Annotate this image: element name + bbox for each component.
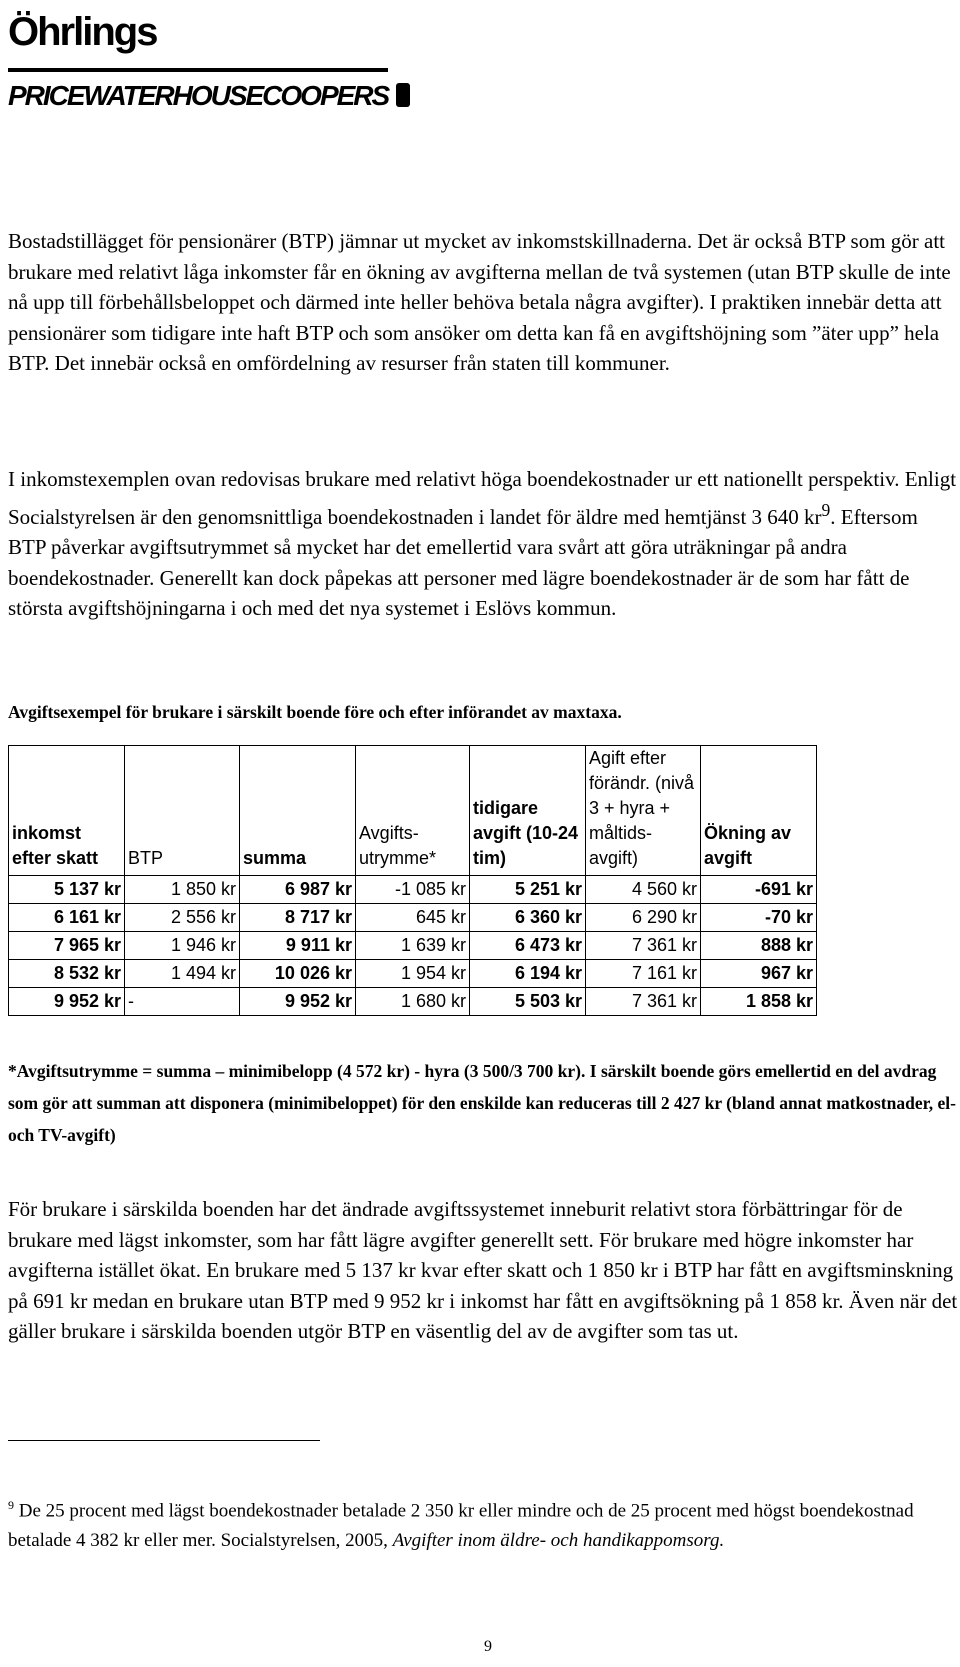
paragraph-btp: Bostadstillägget för pensionärer (BTP) jämnar ut mycket av inkomstskillnaderna. Det är också BTP som gör att brukare med relativt låga inkomster får en ökning av avgifterna mellan de två systemen (utan BTP skulle de inte nå upp till förbehållsbeloppet och därmed inte heller behöva betala några avgifter). I praktiken innebär detta att pensionärer som tidigare inte haft BTP och som ansöker om detta kan få en avgiftshöjning som ”äter upp” hela BTP. Det innebär också en omfördelning av resurser från staten till kommuner. xyxy=(8,229,951,376)
table-cell: 6 161 kr xyxy=(9,904,125,932)
table-row xyxy=(9,988,817,1016)
table-cell: 1 946 kr xyxy=(125,932,240,960)
col-header-sum: summa xyxy=(240,746,356,876)
fee-example-table xyxy=(8,745,817,1016)
table-cell: -1 085 kr xyxy=(356,876,470,904)
table-cell: 1 639 kr xyxy=(356,932,470,960)
table-cell: -70 kr xyxy=(701,904,817,932)
col-header-fee-space: Avgifts-utrymme* xyxy=(356,746,470,876)
table-cell: 5 251 kr xyxy=(470,876,586,904)
col-header-fee-after-change: Agift efter förändr. (nivå 3 + hyra + måltids-avgift) xyxy=(586,746,701,876)
company-logo xyxy=(8,8,398,118)
paragraph-income-examples xyxy=(8,464,958,624)
table-cell: 8 717 kr xyxy=(240,904,356,932)
table-row xyxy=(9,960,817,988)
paragraph-income-examples-text-2: . Eftersom BTP påverkar avgiftsutrymmet så mycket har det emellertid vara svårt att göra uträkningar på andra boendekostnader. Generellt kan dock påpekas att personer med lägre boendekostnader är de som har fått de största avgiftshöjningarna i och med det nya systemet i Eslövs kommun. xyxy=(8,504,918,621)
table-cell: 7 965 kr xyxy=(9,932,125,960)
table-row xyxy=(9,904,817,932)
logo-mark-icon xyxy=(396,83,410,107)
col-header-income: inkomst efter skatt xyxy=(9,746,125,876)
table-cell: 1 850 kr xyxy=(125,876,240,904)
table-cell: 7 361 kr xyxy=(586,988,701,1016)
footnote xyxy=(8,1490,958,1556)
table-cell: 9 911 kr xyxy=(240,932,356,960)
table-cell: 8 532 kr xyxy=(9,960,125,988)
table-cell: 6 360 kr xyxy=(470,904,586,932)
logo-rule xyxy=(8,68,388,72)
table-cell: 2 556 kr xyxy=(125,904,240,932)
table-cell: 1 494 kr xyxy=(125,960,240,988)
table-cell: 5 137 kr xyxy=(9,876,125,904)
footnote-number: 9 xyxy=(8,1498,14,1512)
logo-line-ohrlings: Öhrlings xyxy=(8,10,157,54)
table-cell: 6 194 kr xyxy=(470,960,586,988)
table-caption: Avgiftsexempel för brukare i särskilt boende före och efter införandet av maxtaxa. xyxy=(8,702,622,722)
logo-line-pwc xyxy=(8,76,410,116)
table-cell: - xyxy=(125,988,240,1016)
table-cell: 10 026 kr xyxy=(240,960,356,988)
table-cell: 4 560 kr xyxy=(586,876,701,904)
table-cell: 9 952 kr xyxy=(240,988,356,1016)
col-header-previous-fee: tidigare avgift (10-24 tim) xyxy=(470,746,586,876)
footnote-text: De 25 procent med lägst boendekostnader betalade 2 350 kr eller mindre och de 25 procent med högst boendekostnad betalade 4 382 kr eller mer. Socialstyrelsen, 2005, xyxy=(8,1500,914,1552)
table-cell: 6 290 kr xyxy=(586,904,701,932)
table-footnote: *Avgiftsutrymme = summa – minimibelopp (4 572 kr) - hyra (3 500/3 700 kr). I särskilt boende görs emellertid en del avdrag som gör att summan att disponera (minimibeloppet) för den enskilde kan reduceras till 2 427 kr (bland annat matkostnader, el- och TV-avgift) xyxy=(8,1061,956,1145)
table-cell: 1 680 kr xyxy=(356,988,470,1016)
table-cell: 7 361 kr xyxy=(586,932,701,960)
table-cell: 1 954 kr xyxy=(356,960,470,988)
footnote-source-title: Avgifter inom äldre- och handikappomsorg. xyxy=(392,1530,725,1552)
table-cell: 6 987 kr xyxy=(240,876,356,904)
table-cell: 6 473 kr xyxy=(470,932,586,960)
footnote-divider xyxy=(8,1440,320,1441)
footnote-reference: 9 xyxy=(821,499,831,520)
col-header-btp: BTP xyxy=(125,746,240,876)
table-row xyxy=(9,876,817,904)
table-header-row xyxy=(9,746,817,876)
table-cell: 7 161 kr xyxy=(586,960,701,988)
table-cell: 645 kr xyxy=(356,904,470,932)
col-header-fee-increase: Ökning av avgift xyxy=(701,746,817,876)
table-cell: 9 952 kr xyxy=(9,988,125,1016)
table-cell: 1 858 kr xyxy=(701,988,817,1016)
table-cell: 5 503 kr xyxy=(470,988,586,1016)
table-cell: 888 kr xyxy=(701,932,817,960)
table-row xyxy=(9,932,817,960)
table-cell: 967 kr xyxy=(701,960,817,988)
paragraph-special-housing: För brukare i särskilda boenden har det ändrade avgiftssystemet inneburit relativt stora förbättringar för de brukare med lägst inkomster, som har fått lägre avgifter generellt sett. För brukare med högre inkomster har avgifterna istället ökat. En brukare med 5 137 kr kvar efter skatt och 1 850 kr i BTP har fått en avgiftsminskning på 691 kr medan en brukare utan BTP med 9 952 kr i inkomst har fått en avgiftsökning på 1 858 kr. Även när det gäller brukare i särskilda boenden utgör BTP en väsentlig del av de avgifter som tas ut. xyxy=(8,1197,958,1344)
paragraph-income-examples-text-1: I inkomstexemplen ovan redovisas brukare med relativt höga boendekostnader ur ett nationellt perspektiv. Enligt Socialstyrelsen är den genomsnittliga boendekostnaden i landet för äldre med hemtjänst 3 640 kr xyxy=(8,467,957,529)
logo-pwc-text: PRICEWATERHOUSECOOPERS xyxy=(8,80,389,111)
table-cell: -691 kr xyxy=(701,876,817,904)
page-number: 9 xyxy=(484,1638,492,1655)
